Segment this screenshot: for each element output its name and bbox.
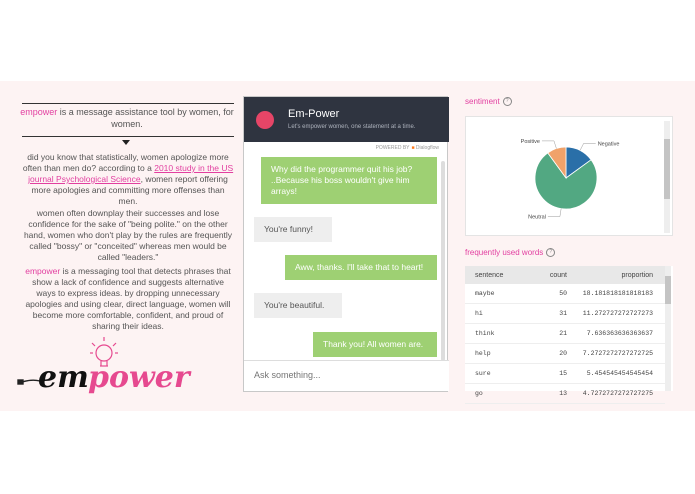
sentiment-pie <box>466 117 664 235</box>
question-circle-icon[interactable]: ? <box>546 248 555 257</box>
cell-count: 21 <box>536 324 568 344</box>
intro-text <box>18 107 236 130</box>
pie-label-negative: Negative <box>597 141 620 148</box>
cell-word: help <box>465 344 536 364</box>
table-row <box>465 384 665 404</box>
dialogflow-logo-icon: ■ <box>411 145 415 151</box>
about-panel <box>18 81 236 411</box>
chat-input-bar <box>244 360 449 391</box>
chat-message-user: Thank you! All women are. <box>313 332 437 357</box>
chat-header <box>244 97 449 142</box>
sentiment-chart <box>465 116 673 236</box>
words-title: frequently used words <box>465 248 544 257</box>
chat-title: Em-Power <box>288 108 340 120</box>
cell-count: 13 <box>536 384 568 404</box>
logo-text-dark: em <box>38 360 89 395</box>
intro-rest: is a message assistance tool by women, for women. <box>57 107 234 129</box>
pie-leader-line <box>548 209 561 217</box>
politeness-paragraph: women often downplay their successes and lose confidence for the sake of "being polite." on the other hand, women who don't play by the rules are frequently called "bossy" or "conceited" whereas men would be called "leaders." <box>23 208 233 262</box>
chat-widget <box>243 96 448 392</box>
divider-bottom <box>22 136 234 137</box>
words-table <box>465 266 665 404</box>
cell-proportion: 11.272727272727273 <box>568 304 665 324</box>
cell-word: sure <box>465 364 536 384</box>
table-scrollbar[interactable] <box>665 266 671 391</box>
powered-by <box>376 145 439 151</box>
column-header-count[interactable]: count <box>536 266 568 284</box>
caret-down-icon <box>122 140 130 145</box>
question-circle-icon[interactable]: ? <box>503 97 512 106</box>
stat-paragraph <box>22 152 234 207</box>
chart-scroll-thumb[interactable] <box>664 139 670 199</box>
bot-avatar-icon <box>256 111 274 129</box>
table-row <box>465 284 665 304</box>
brand-name-2: empower <box>25 266 61 276</box>
pie-leader-line <box>542 141 556 149</box>
logo-text-pink: power <box>88 360 190 395</box>
provider-name: Dialogflow <box>415 145 439 151</box>
tool-paragraph <box>22 266 234 332</box>
chat-message-bot: You're funny! <box>254 217 332 242</box>
table-row <box>465 344 665 364</box>
tool-text: is a messaging tool that detects phrases that show a lack of confidence and suggests alternative ways to express ideas. by dropping unnecessary apologies and using clear, direct language, women will become more comfortable, confident, and proud of sharing their ideas. <box>25 266 231 331</box>
table-row <box>465 304 665 324</box>
table-row <box>465 324 665 344</box>
sentiment-title: sentiment <box>465 97 500 106</box>
cell-proportion: 7.636363636363637 <box>568 324 665 344</box>
powered-by-label: POWERED BY <box>375 145 410 151</box>
cell-count: 15 <box>536 364 568 384</box>
stat-text-a: did you know that statistically, women apologize more often than men do? according to a <box>22 152 229 173</box>
chat-message-bot: You're beautiful. <box>254 293 342 318</box>
chat-scrollbar[interactable] <box>441 161 445 361</box>
cell-proportion: 7.2727272727272725 <box>568 344 665 364</box>
plug-icon <box>18 380 40 384</box>
table-scroll-thumb[interactable] <box>665 276 671 304</box>
words-table-container <box>465 266 673 397</box>
cell-count: 20 <box>536 344 568 364</box>
stat-text-b: , women report offering more apologies and committing more offenses than men. <box>31 174 228 206</box>
brand-name: empower <box>20 107 58 117</box>
column-header-sentence[interactable]: sentence <box>465 266 536 284</box>
cell-word: go <box>465 384 536 404</box>
words-heading <box>465 248 555 257</box>
chart-scrollbar[interactable] <box>664 121 670 233</box>
cell-word: hi <box>465 304 536 324</box>
pie-leader-line <box>580 143 596 150</box>
column-header-proportion[interactable]: proportion <box>568 266 665 284</box>
cell-word: maybe <box>465 284 536 304</box>
table-row <box>465 364 665 384</box>
pie-label-positive: Positive <box>520 138 540 145</box>
cell-count: 50 <box>536 284 568 304</box>
sentiment-heading <box>465 97 512 106</box>
cell-count: 31 <box>536 304 568 324</box>
study-link[interactable]: 2010 study in the US journal Psychological Science <box>28 163 234 184</box>
chat-message-user: Why did the programmer quit his job? ..Because his boss wouldn't give him arrays! <box>261 157 437 204</box>
table-header-row <box>465 266 665 284</box>
chat-message-user: Aww, thanks. I'll take that to heart! <box>285 255 437 280</box>
chat-input[interactable] <box>252 369 436 381</box>
empower-logo <box>18 335 236 395</box>
pie-label-neutral: Neutral <box>528 214 546 221</box>
cell-proportion: 18.181818181818183 <box>568 284 665 304</box>
cell-proportion: 5.454545454545454 <box>568 364 665 384</box>
divider-top <box>22 103 234 104</box>
chat-subtitle: Let's empower women, one statement at a time. <box>288 124 416 130</box>
cell-proportion: 4.7272727272727275 <box>568 384 665 404</box>
cell-word: think <box>465 324 536 344</box>
